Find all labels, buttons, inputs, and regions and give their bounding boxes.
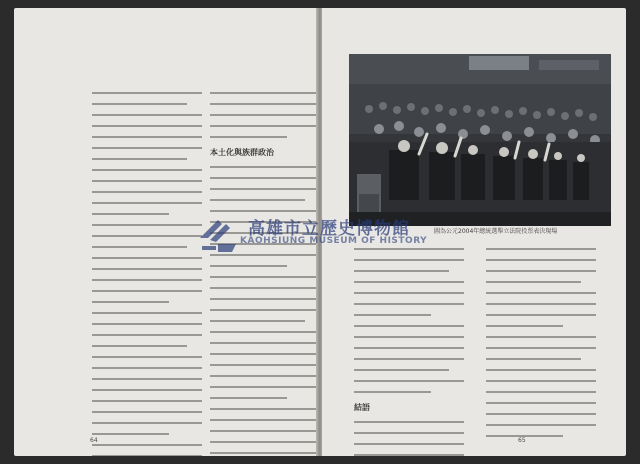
right-column-1	[354, 248, 464, 456]
right-page	[322, 8, 626, 456]
auditorium-crowd-photo	[349, 54, 611, 226]
left-column-2	[210, 92, 318, 456]
section-heading: 本土化與族群政治	[210, 148, 274, 157]
left-column-1	[92, 92, 202, 456]
conclusion-heading: 結語	[354, 403, 370, 412]
watermark-subtitle: KAOHSIUNG MUSEUM OF HISTORY	[240, 236, 428, 246]
photo-caption: 圖為公元2004年總統選舉立法院投票表決現場	[434, 228, 558, 235]
photo-illustration	[349, 54, 611, 226]
page-number-right: 65	[518, 437, 526, 444]
watermark-title: 高雄市立歷史博物館	[248, 219, 410, 239]
page-number-left: 64	[90, 437, 98, 444]
right-column-2	[486, 248, 596, 446]
left-page	[14, 8, 318, 456]
